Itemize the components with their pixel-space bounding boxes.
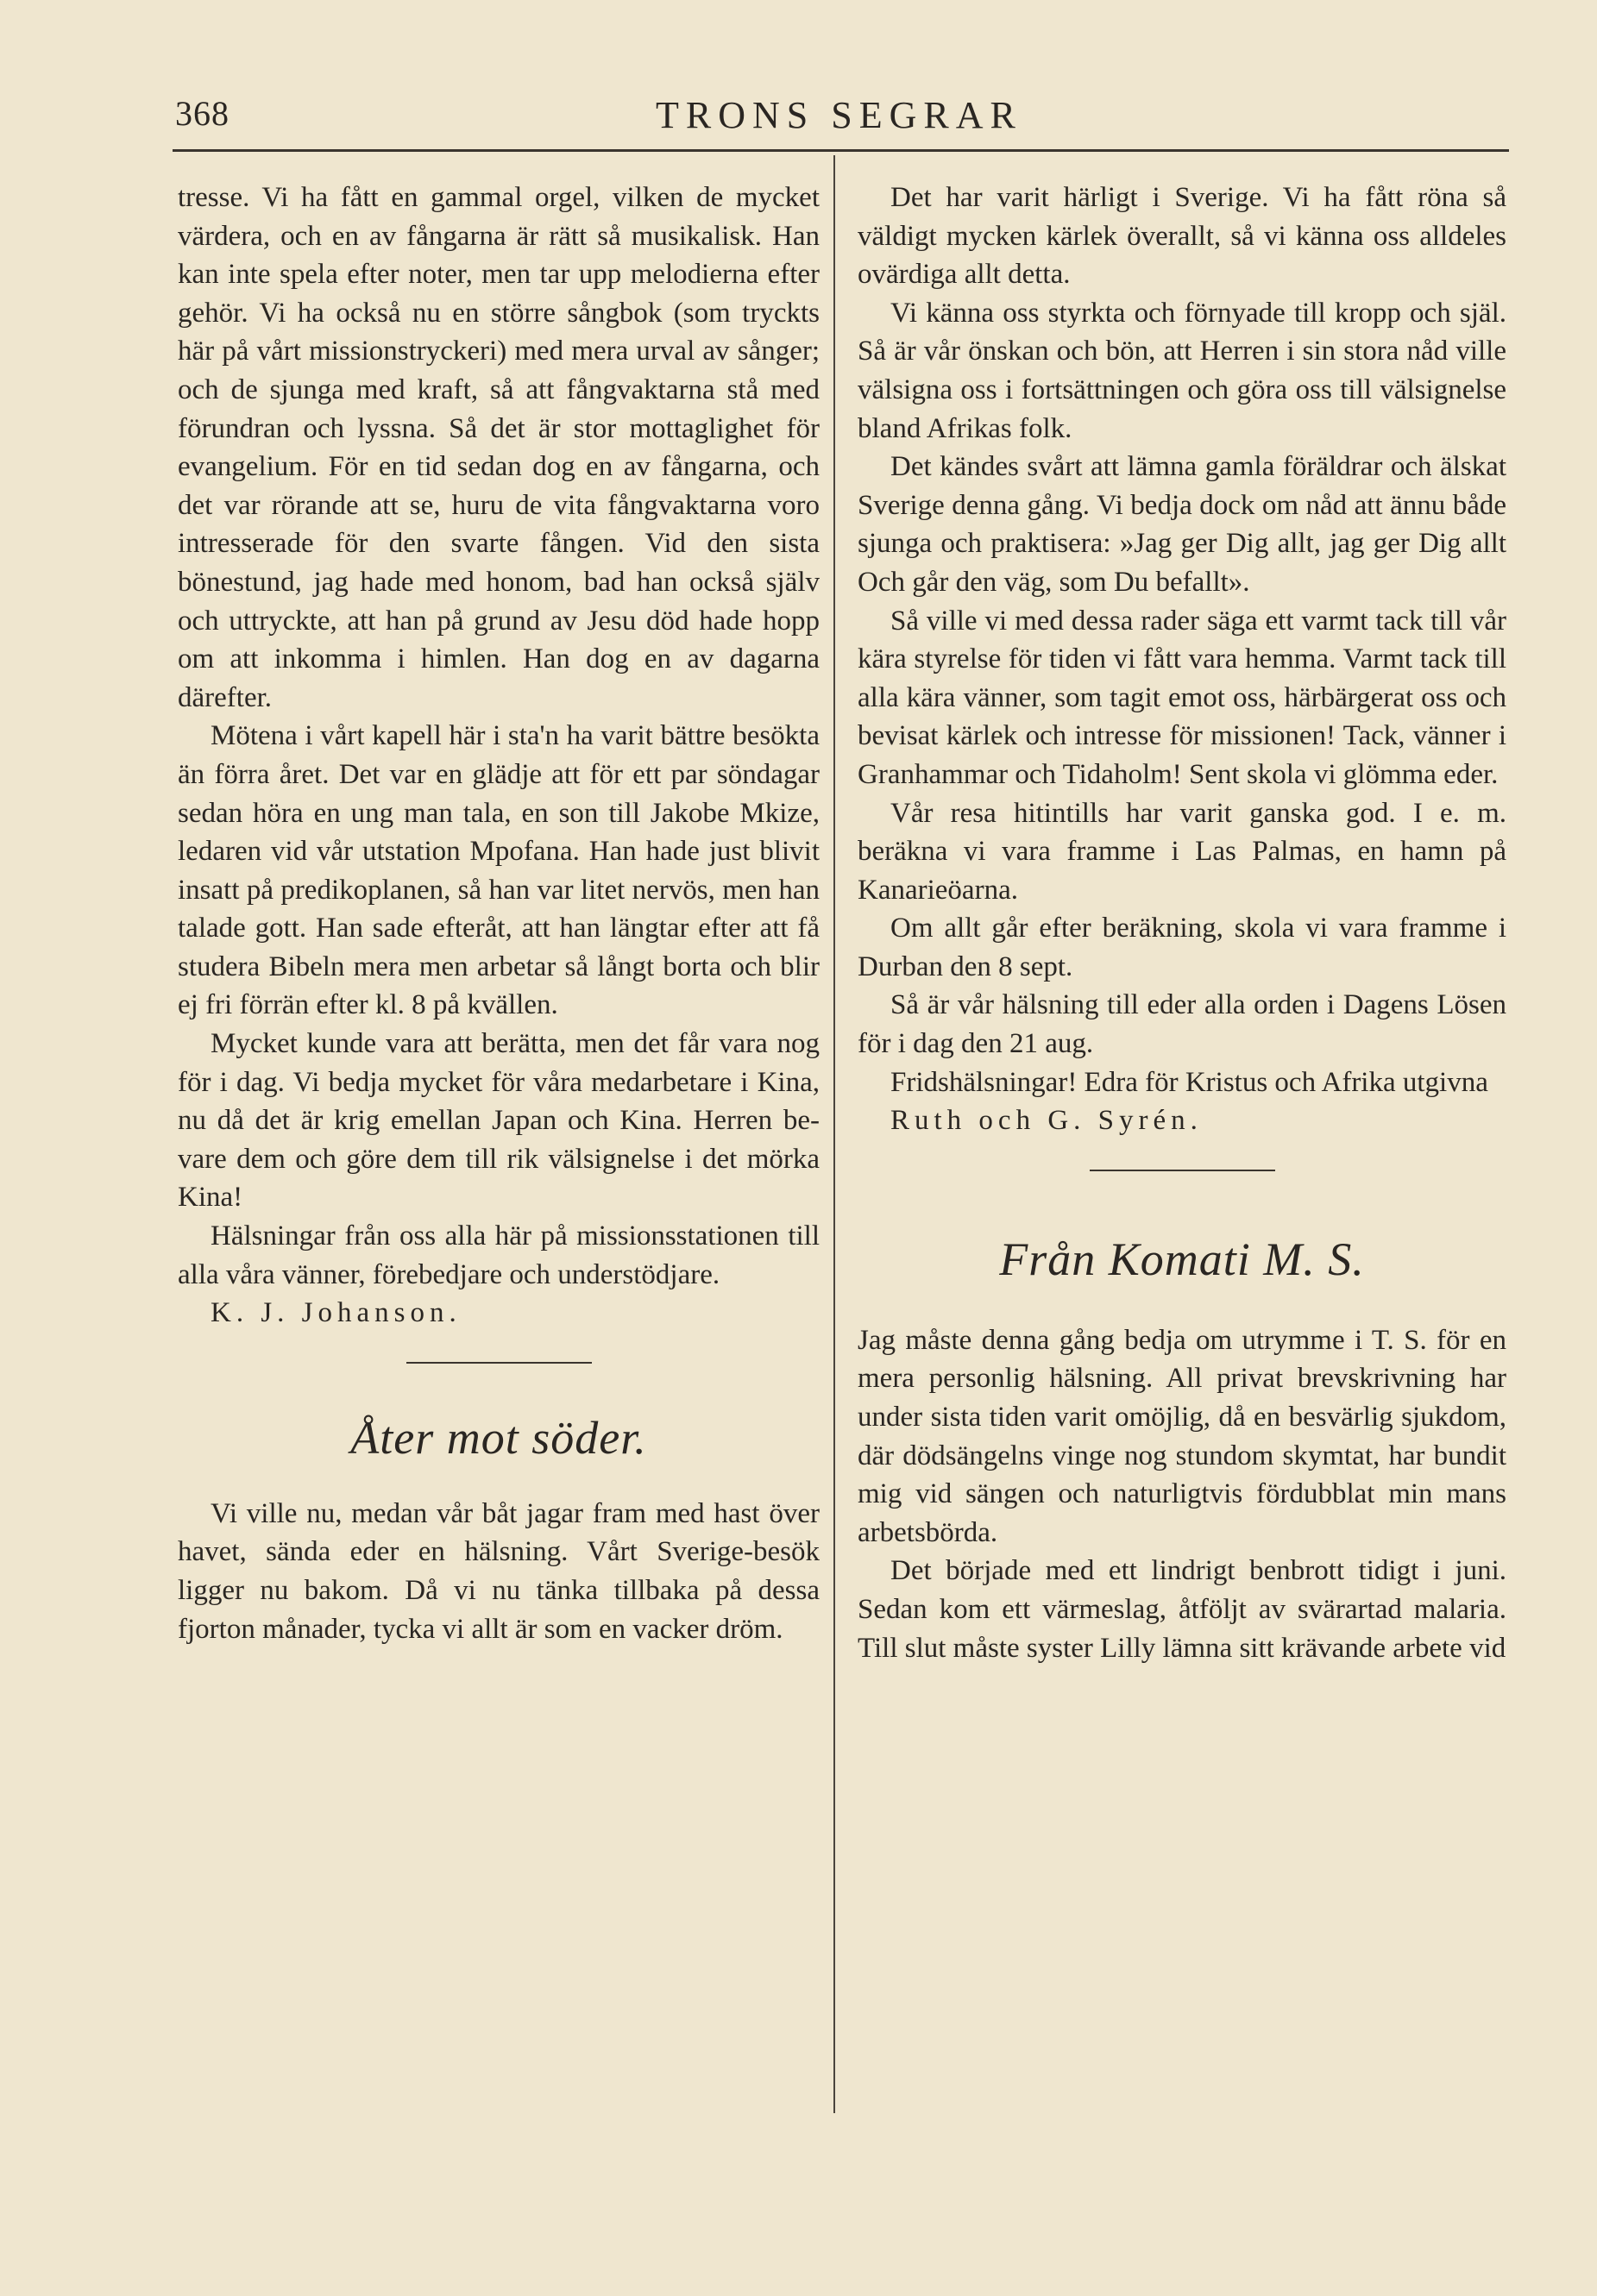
- paragraph: Vi ville nu, medan vår båt jagar fram med hast över havet, sända eder en hälsning. Vårt Sverige-besök ligger nu bakom. Då vi nu tänka tillbaka på dessa fjorton månader, tycka vi allt är som en vacker dröm.: [178, 1497, 820, 1645]
- paragraph: Det började med ett lindrigt benbrott tidigt i juni. Sedan kom ett värmeslag, åtföljt av svärartad malaria. Till slut måste syster Lilly lämna sitt krävande arbete vid: [858, 1555, 1506, 1664]
- paragraph: Vår resa hitintills har varit ganska god. I e. m. beräkna vi vara framme i Las Palmas, en hamn på Kanarieöarna.: [858, 797, 1506, 906]
- paragraph: Så är vår hälsning till eder alla orden i Dagens Lösen för i dag den 21 aug.: [858, 989, 1506, 1060]
- running-title: TRONS SEGRAR: [656, 94, 1022, 136]
- right-column: [858, 179, 1506, 1667]
- column-divider: [833, 155, 835, 2113]
- paragraph: Vi känna oss styrkta och förnyade till kropp och själ. Så är vår önskan och bön, att Herren i sin stora nåd ville välsigna oss i fortsättningen och göra oss till välsignelse bland Afrikas folk.: [858, 297, 1506, 444]
- section-divider: [1090, 1170, 1275, 1171]
- signature: K. J. Johanson.: [211, 1297, 462, 1329]
- header-rule: [173, 149, 1509, 152]
- paragraph: Jag måste denna gång bedja om utrymme i T. S. för en mera personlig hälsning. All privat brevskrivning har under sista tiden varit omöjlig, då en besvärlig sjukdom, där dödsängelns vinge nog stundom skymtat, har bundit mig vid sängen och naturligtvis fördubblat min mans arbetsbörda.: [858, 1324, 1506, 1548]
- paragraph: Hälsningar från oss alla här på missionsstationen till alla våra vänner, förebedjare och understödjare.: [178, 1220, 820, 1290]
- paragraph: Mötena i vårt kapell här i sta'n ha varit bättre besökta än förra året. Det var en glädje att för ett par söndagar sedan höra en ung man tala, en son till Jakobe Mkize, ledaren vid vår utstation Mpofana. Han hade just blivit insatt på predikoplanen, så han var litet nervös, men han talade gott. Han sade efteråt, att han längtar efter att få studera Bibeln mera men arbetar så långt borta och blir ej fri förrän efter kl. 8 på kvällen.: [178, 720, 820, 1021]
- signature: Ruth och G. Syrén.: [890, 1105, 1203, 1137]
- section-divider: [406, 1362, 592, 1364]
- paragraph: Det har varit härligt i Sverige. Vi ha fått röna så väldigt mycken kärlek överallt, så vi känna oss alldeles ovärdiga allt detta.: [858, 182, 1506, 291]
- article-heading: Från Komati M. S.: [999, 1233, 1365, 1285]
- paragraph: Fridshälsningar! Edra för Kristus och Afrika utgivna: [890, 1066, 1488, 1098]
- paragraph: Om allt går efter beräkning, skola vi vara framme i Durban den 8 sept.: [858, 913, 1506, 982]
- left-column: [178, 179, 820, 1648]
- paragraph: Det kändes svårt att lämna gamla föräldrar och älskat Sverige denna gång. Vi bedja dock om nåd att ännu både sjunga och praktisera: »Jag ger Dig allt, jag ger Dig allt Och går den väg, som Du befallt».: [858, 451, 1506, 598]
- paragraph: Så ville vi med dessa rader säga ett varmt tack till vår kära styrelse för tiden vi fått vara hemma. Varmt tack till alla kära vänner, som tagit emot oss, härbärgerat oss och bevisat kärlek och intresse för missionen! Tack, vänner i Granhammar och Tidaholm! Sent skola vi glömma eder.: [858, 605, 1506, 790]
- article-heading: Åter mot söder.: [350, 1411, 647, 1464]
- paragraph: Mycket kunde vara att berätta, men det får vara nog för i dag. Vi bedja mycket för våra medarbetare i Kina, nu då det är krig emellan Japan och Kina. Herren bevare dem och göre dem till rik välsignelse i det mörka Kina!: [178, 1028, 820, 1214]
- paragraph: tresse. Vi ha fått en gammal orgel, vilken de mycket värdera, och en av fångarna är rätt så musikalisk. Han kan inte spela efter noter, men tar upp melodierna efter gehör. Vi ha också nu en större sångbok (som tryckts här på vårt missionstryckeri) med mera urval av sånger; och de sjunga med kraft, så att fångvaktarna stå med förundran och lyssna. Så det är stor mottaglighet för evangelium. För en tid sedan dog en av fångarna, och det var rörande att se, huru de vita fångvaktarna voro intresserade för den svarte fången. Vid den sista bönestund, jag hade med honom, bad han också själv och uttryckte, att han på grund av Jesu död hade hopp om att inkomma i himlen. Han dog en av dagarna därefter.: [178, 182, 820, 713]
- page-number: 368: [175, 94, 229, 133]
